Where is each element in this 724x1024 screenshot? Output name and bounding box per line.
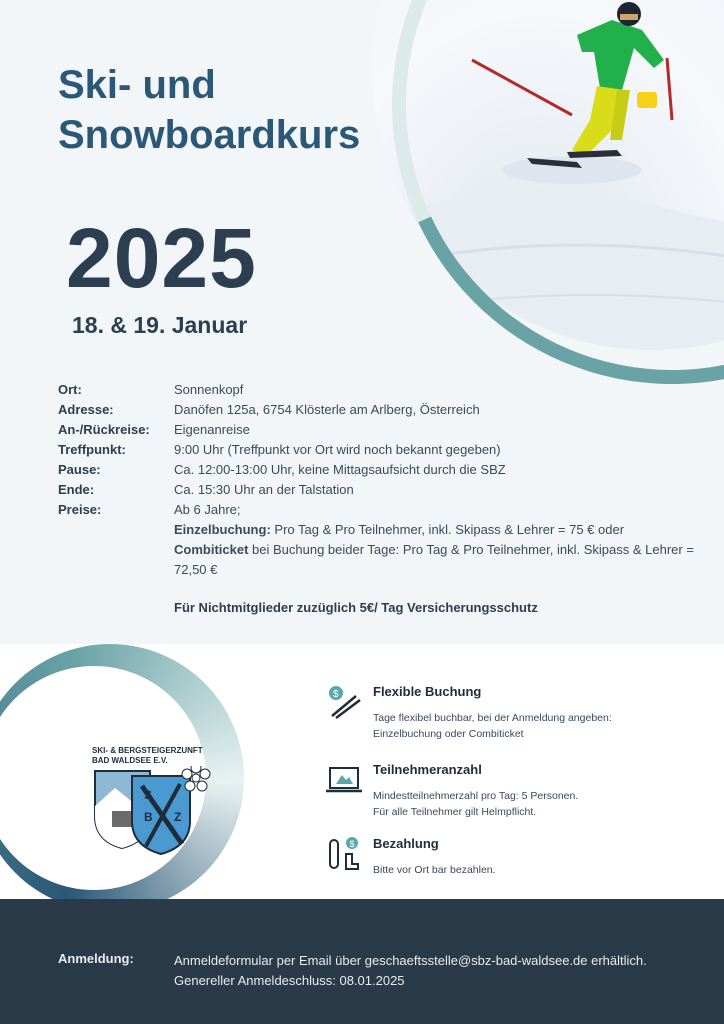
registration-line1: Anmeldeformular per Email über geschaeftsstelle@sbz-bad-waldsee.de erhältlich.	[174, 953, 647, 968]
svg-text:$: $	[349, 839, 355, 849]
event-date: 18. & 19. Januar	[72, 312, 248, 338]
price-block	[174, 500, 698, 580]
detail-value: Danöfen 125a, 6754 Klösterle am Arlberg, Österreich	[174, 402, 480, 417]
registration-info	[174, 951, 647, 991]
feature-text	[373, 862, 693, 878]
detail-value: Sonnenkopf	[174, 382, 244, 397]
club-name-line1: SKI- & BERGSTEIGERZUNFT	[92, 746, 203, 755]
detail-label: Preise:	[58, 502, 102, 517]
price-einzel-text: Pro Tag & Pro Teilnehmer, inkl. Skipass & Lehrer = 75 € oder	[270, 522, 625, 537]
detail-label: Pause:	[58, 462, 101, 477]
feature-title: Bezahlung	[373, 836, 439, 851]
feature-text-line: Für alle Teilnehmer gilt Helmpflicht.	[373, 806, 537, 818]
price-combi-text: bei Buchung beider Tage: Pro Tag & Pro Teilnehmer, inkl. Skipass & Lehrer = 72,50 €	[174, 542, 694, 577]
detail-label: Treffpunkt:	[58, 442, 126, 457]
year: 2025	[66, 211, 257, 305]
detail-value: Eigenanreise	[174, 422, 250, 437]
price-combi-label: Combiticket	[174, 542, 249, 557]
detail-row-treffpunkt	[58, 440, 698, 460]
price-age: Ab 6 Jahre;	[174, 502, 241, 517]
detail-label: Ende:	[58, 482, 95, 497]
features-section	[0, 644, 724, 899]
detail-row-anreise	[58, 420, 698, 440]
feature-text	[373, 788, 693, 820]
detail-label: An-/Rückreise:	[58, 422, 150, 437]
feature-text	[373, 710, 693, 742]
detail-label: Ort:	[58, 382, 82, 397]
badge-letter: Z	[174, 810, 182, 824]
badge-letter: S	[144, 788, 153, 802]
feature-text-line: Einzelbuchung oder Combiticket	[373, 728, 524, 740]
svg-text:$: $	[333, 689, 339, 700]
detail-row-ende	[58, 480, 698, 500]
laptop-icon	[326, 762, 362, 798]
badge-letter: B	[144, 810, 153, 824]
feature-text-line: Tage flexibel buchbar, bei der Anmeldung angeben:	[373, 712, 612, 724]
registration-footer	[0, 899, 724, 1024]
page-title	[58, 60, 398, 160]
registration-label: Anmeldung:	[58, 951, 134, 966]
feature-title: Flexible Buchung	[373, 684, 482, 699]
detail-row-ort	[58, 380, 698, 400]
detail-value: Ca. 12:00-13:00 Uhr, keine Mittagsaufsicht durch die SBZ	[174, 462, 506, 477]
detail-value: Ca. 15:30 Uhr an der Talstation	[174, 482, 354, 497]
snowboard-payment-icon	[326, 836, 362, 872]
title-line-1: Ski- und	[58, 63, 216, 107]
detail-row-preise	[58, 500, 698, 580]
price-einzel-label: Einzelbuchung:	[174, 522, 271, 537]
details-list	[58, 380, 698, 618]
detail-row-pause	[58, 460, 698, 480]
registration-deadline: Genereller Anmeldeschluss: 08.01.2025	[174, 973, 405, 988]
insurance-note: Für Nichtmitglieder zuzüglich 5€/ Tag Versicherungsschutz	[174, 600, 538, 615]
detail-value: 9:00 Uhr (Treffpunkt vor Ort wird noch bekannt gegeben)	[174, 442, 501, 457]
detail-label: Adresse:	[58, 402, 114, 417]
club-logo	[90, 766, 215, 856]
feature-title: Teilnehmeranzahl	[373, 762, 482, 777]
feature-text-line: Bitte vor Ort bar bezahlen.	[373, 864, 496, 876]
ski-booking-icon	[326, 684, 362, 720]
club-name	[92, 746, 203, 766]
feature-text-line: Mindestteilnehmerzahl pro Tag: 5 Personen.	[373, 790, 579, 802]
detail-row-adresse	[58, 400, 698, 420]
title-line-2: Snowboardkurs	[58, 113, 361, 157]
club-name-line2: BAD WALDSEE E.V.	[92, 756, 168, 765]
